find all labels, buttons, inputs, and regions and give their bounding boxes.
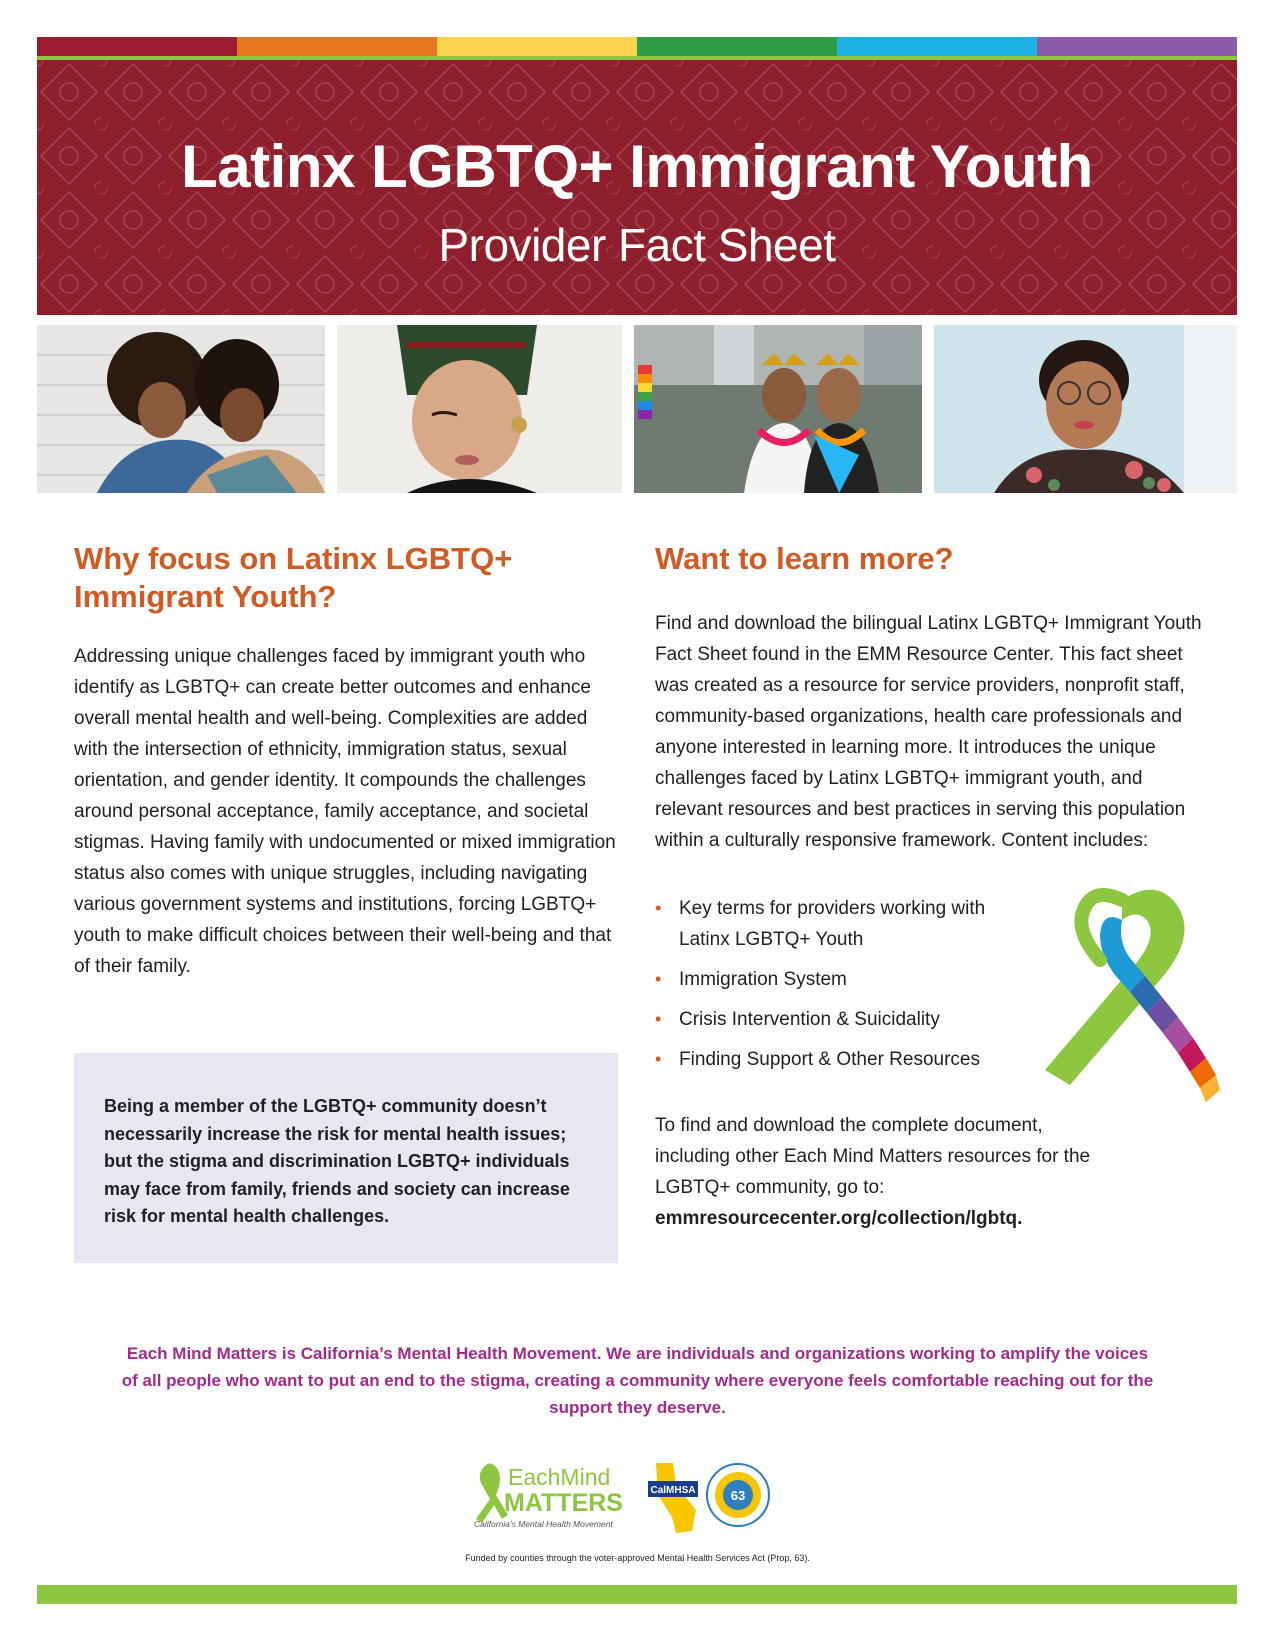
right-body-text: Find and download the bilingual Latinx LGBTQ+ Immigrant Youth Fact Sheet found in the EMM Resource Center. This fact sheet was created as a resource for service providers, nonprofit staff, community-based organizations, health care professionals and anyone interested in learning more. It introduces the unique challenges faced by Latinx LGBTQ+ immigrant youth, and relevant resources and best practices in serving this population within a culturally responsive framework. Content includes:: [655, 613, 1202, 851]
content-list: [655, 893, 1035, 1084]
photo-couple: [37, 325, 325, 493]
photo-pride-youth: [634, 325, 922, 493]
photo-person-glasses: [934, 325, 1237, 493]
funding-note: Funded by counties through the voter-approved Mental Health Services Act (Prop. 63).: [465, 1553, 810, 1563]
rainbow-yellow: [437, 37, 637, 56]
mission-statement: Each Mind Matters is California’s Mental Health Movement. We are individuals and organizations working to amplify the voices of all people who want to put an end to the stigma, creating a community where everyone feels comfortable reaching out for the support they deserve.: [121, 1344, 1154, 1417]
left-body-text: Addressing unique challenges faced by immigrant youth who identify as LGBTQ+ can create better outcomes and enhance overall mental health and well-being. Complexities are added with the intersection of ethnicity, immigration status, sexual orientation, and gender identity. It compounds the challenges around personal acceptance, family acceptance, and societal stigmas. Having family with undocumented or mixed immigration status also comes with unique struggles, including navigating various government systems and institutions, forcing LGBTQ+ youth to make difficult choices between their well-being and that of their family.: [74, 646, 616, 977]
each-mind-matters-logo: [474, 1463, 623, 1529]
logo-emm-line1: EachMind: [508, 1464, 611, 1490]
callout-box: [74, 1053, 618, 1263]
title-banner: [37, 60, 1237, 315]
left-heading: Why focus on Latinx LGBTQ+ Immigrant Youth?: [74, 541, 513, 614]
resource-link[interactable]: emmresourcecenter.org/collection/lgbtq.: [655, 1208, 1023, 1229]
list-item: • Crisis Intervention & Suicidality: [655, 1004, 1035, 1035]
page-subtitle: Provider Fact Sheet: [438, 219, 836, 271]
calmhsa-logo: [648, 1463, 698, 1533]
callout-text: Being a member of the LGBTQ+ community doesn’t necessarily increase the risk for mental health issues; but the stigma and discrimination LGBTQ+ individuals may face from family, friends and society can increase risk for mental health challenges.: [104, 1096, 570, 1226]
list-item: • Key terms for providers working with Latinx LGBTQ+ Youth: [655, 893, 1035, 955]
rainbow-stripe: [37, 37, 1237, 56]
cta-text: To find and download the complete document, including other Each Mind Matters resources for the LGBTQ+ community, go to:: [655, 1115, 1091, 1198]
mhsa-seal-logo: [707, 1464, 769, 1526]
logo-emm-tagline: California’s Mental Health Movement: [474, 1519, 613, 1529]
rainbow-orange: [237, 37, 437, 56]
rainbow-green: [637, 37, 837, 56]
awareness-ribbon-icon: [1030, 880, 1220, 1110]
rainbow-red: [37, 37, 237, 56]
list-item: • Immigration System: [655, 964, 1035, 995]
cta-block: [655, 1110, 1095, 1234]
photo-woman-turban: [337, 325, 622, 493]
bottom-bar: [37, 1585, 1237, 1604]
right-heading: Want to learn more?: [655, 541, 954, 576]
logo-emm-line2: MATTERS: [504, 1489, 623, 1517]
rainbow-blue: [837, 37, 1037, 56]
rainbow-purple: [1037, 37, 1237, 56]
logo-seal-number: 63: [730, 1488, 746, 1503]
logo-strip: [468, 1455, 828, 1545]
list-item: • Finding Support & Other Resources: [655, 1044, 1035, 1075]
partner-logos: [468, 1455, 828, 1545]
page-title: Latinx LGBTQ+ Immigrant Youth: [181, 133, 1093, 200]
logo-calmhsa-text: CalMHSA: [650, 1485, 696, 1496]
